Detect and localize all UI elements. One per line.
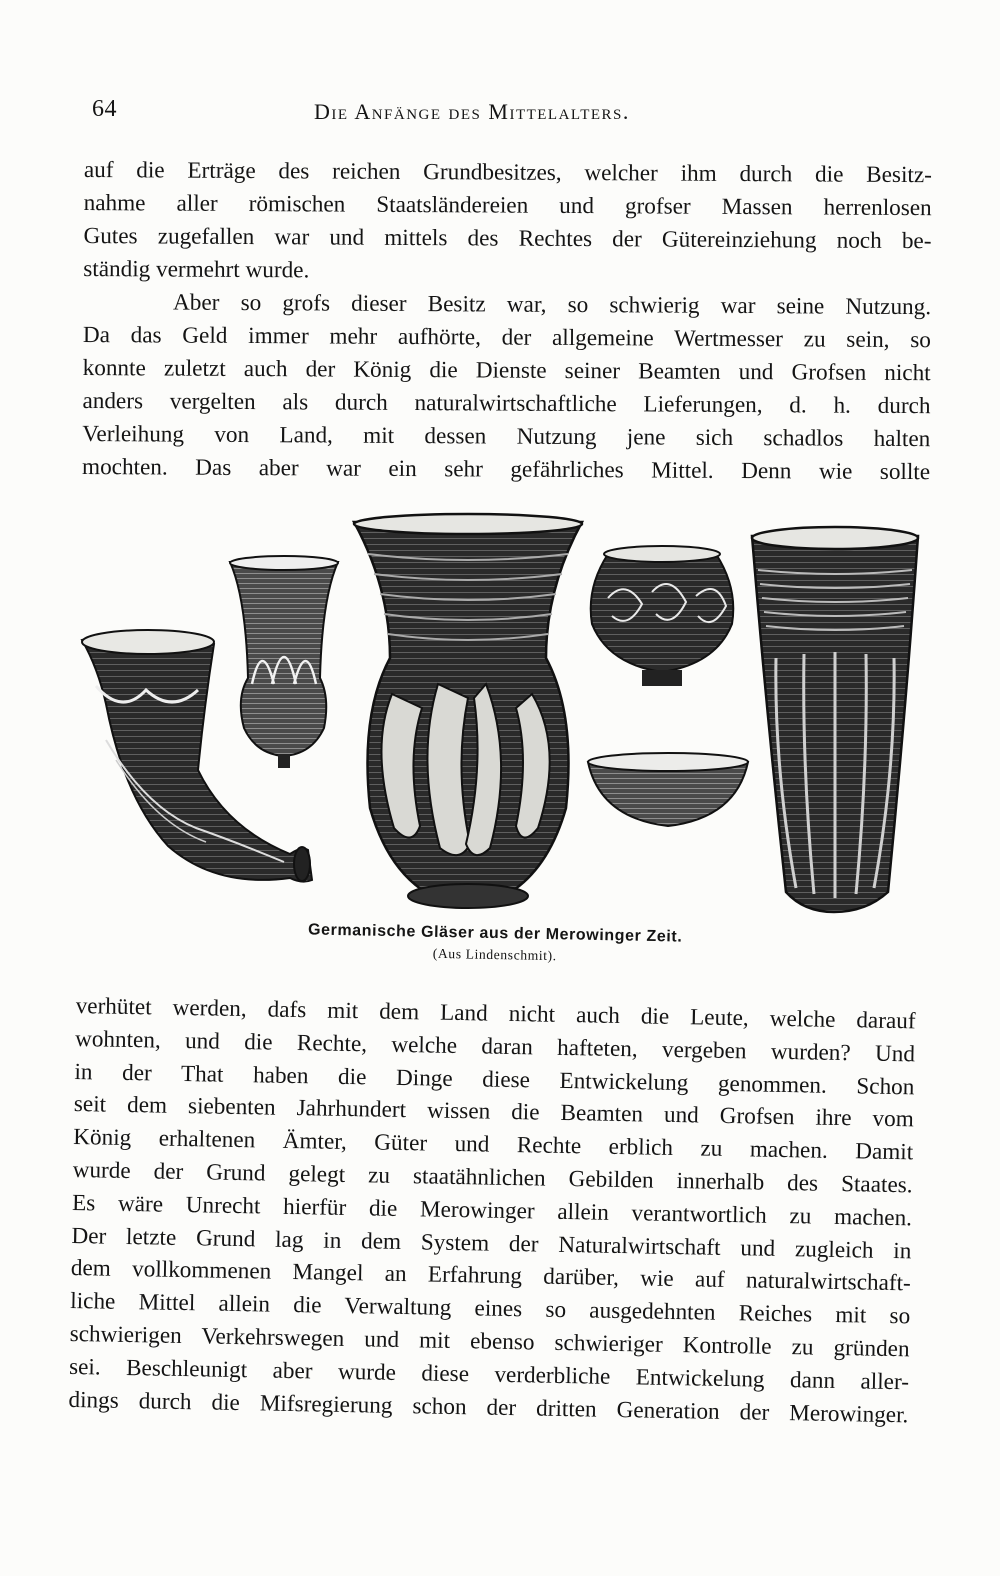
page-header: [84, 96, 934, 130]
text-line: nahme aller römischen Staatsländereien und grofser Massen herrenlosen: [83, 189, 932, 222]
text-line: Es wäre Unrecht hierfür die Merowinger allein verantwortlich zu machen.: [71, 1189, 913, 1232]
tall-beaker: [752, 527, 918, 912]
text-line: auf die Erträge des reichen Grundbesitzes, welcher ihm durch die Besitz-: [83, 156, 932, 189]
text-line: König erhaltenen Ämter, Güter und Rechte erblich zu machen. Damit: [73, 1124, 914, 1166]
text-line: Da das Geld immer mehr aufhörte, der allgemeine Wertmesser zu sein, so: [82, 321, 931, 354]
text-line: seit dem siebenten Jahrhundert wissen die Beamten und Grofsen ihre vom: [73, 1091, 915, 1133]
decorated-bowl: [591, 546, 734, 686]
text-line: mochten. Das aber war ein sehr gefährliches Mittel. Denn wie sollte: [82, 453, 931, 486]
figure-caption: [270, 921, 721, 968]
text-line: Der letzte Grund lag in dem System der Naturalwirtschaft und zugleich in: [71, 1222, 912, 1264]
small-goblet: [230, 556, 338, 768]
text-line: dings durch die Mifsregierung schon der dritten Generation der Merowinger.: [68, 1386, 909, 1428]
plain-cup: [588, 753, 748, 826]
text-line: ständig vermehrt wurde.: [83, 255, 310, 284]
text-line: wohnten, und die Rechte, welche daran hafteten, vergeben wurden? Und: [74, 1025, 916, 1068]
text-line: liche Mittel allein die Verwaltung eines so ausgedehnten Reiches mit so: [70, 1288, 911, 1330]
claw-beaker: [354, 514, 582, 908]
caption-source: (Aus Lindenschmit).: [432, 945, 557, 964]
body-text-bottom: [68, 990, 916, 1432]
text-line: Gutes zugefallen war und mittels des Rechtes der Gütereinziehung noch be-: [83, 222, 932, 255]
page-number: 64: [92, 96, 117, 122]
caption-title: Germanische Gläser aus der Merowinger Zeit.: [307, 921, 683, 946]
text-line: sei. Beschleunigt aber wurde diese verderbliche Entwickelung dann aller-: [68, 1353, 910, 1396]
text-line: konnte zuletzt auch der König die Dienste seiner Beamten und Grofsen nicht: [82, 354, 931, 387]
glass-vessels-illustration: [76, 508, 926, 928]
text-line: in der That haben die Dinge diese Entwickelung genommen. Schon: [74, 1058, 915, 1100]
text-line: verhütet werden, dafs mit dem Land nicht auch die Leute, welche darauf: [75, 992, 916, 1035]
text-line: Aber so grofs dieser Besitz war, so schwierig war seine Nutzung.: [173, 289, 932, 321]
running-head: Die Anfänge des Mittelalters.: [314, 99, 630, 124]
text-line: Verleihung von Land, mit dessen Nutzung jene sich schadlos halten: [82, 420, 931, 453]
text-line: wurde der Grund gelegt zu staatähnlichen Gebilden innerhalb des Staates.: [72, 1156, 913, 1199]
body-text-top: [82, 154, 932, 489]
text-line: anders vergelten als durch naturalwirtschaftliche Lieferungen, d. h. durch: [82, 387, 931, 420]
text-line: schwierigen Verkehrswegen und mit ebenso schwieriger Kontrolle zu gründen: [69, 1320, 910, 1363]
text-line: dem vollkommenen Mangel an Erfahrung darüber, wie auf naturalwirtschaft-: [70, 1255, 911, 1297]
